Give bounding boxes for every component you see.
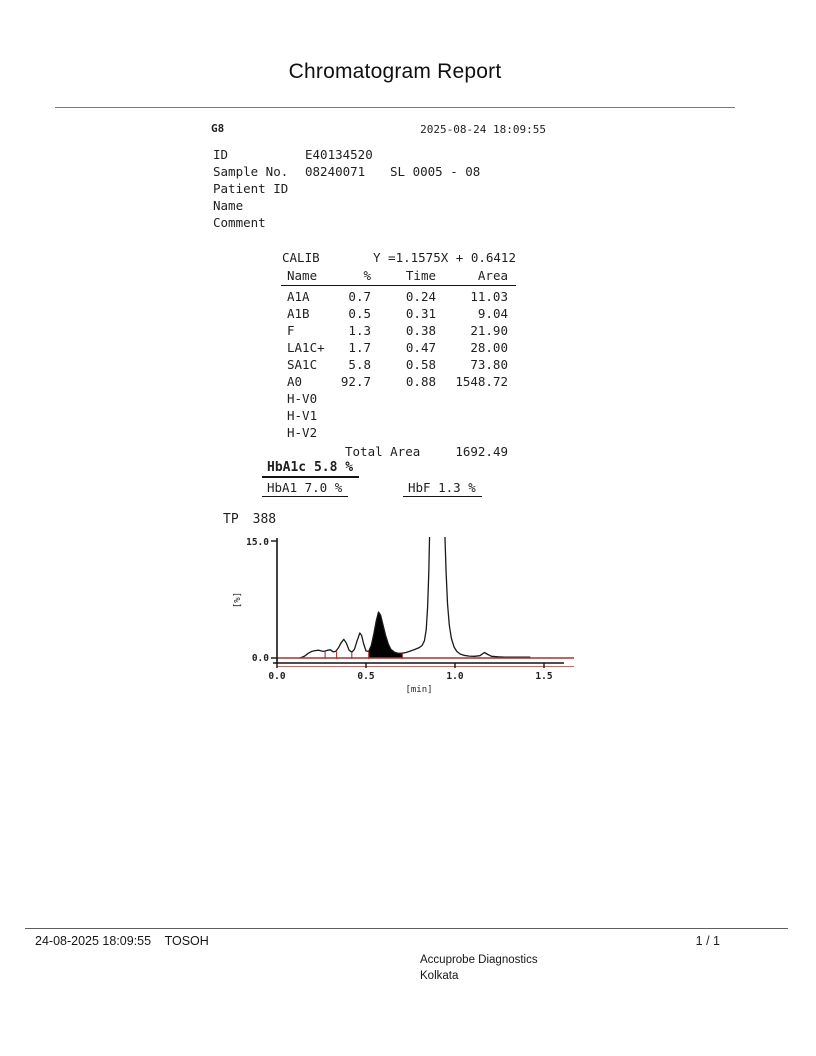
result-hba1: HbA1 7.0 % — [262, 480, 348, 497]
y-max-label: 15.0 — [246, 537, 269, 548]
x-tick-label: 1.0 — [446, 671, 464, 682]
table-row — [0, 408, 816, 425]
table-cell: 9.04 — [477, 306, 508, 321]
total-area-row — [0, 444, 816, 461]
field-label: Comment — [213, 215, 266, 230]
table-cell: H-V1 — [287, 408, 318, 423]
table-cell: 73.80 — [470, 357, 508, 372]
table-row — [0, 357, 816, 374]
table-cell: 0.38 — [405, 323, 436, 338]
x-tick-label: 0.5 — [357, 671, 375, 682]
col-header-pct: % — [363, 268, 371, 283]
page-number: 1 / 1 — [695, 934, 720, 948]
organization-city: Kolkata — [420, 970, 459, 982]
col-header-time: Time — [405, 268, 436, 283]
total-peaks-row — [223, 512, 276, 527]
table-cell: A1A — [287, 289, 310, 304]
table-cell: 0.7 — [348, 289, 371, 304]
field-extra: SL 0005 - 08 — [390, 164, 481, 179]
table-cell: 0.58 — [405, 357, 436, 372]
organization-block — [420, 952, 538, 984]
table-cell: 21.90 — [470, 323, 508, 338]
field-label: Patient ID — [213, 181, 289, 196]
table-cell: 1.7 — [348, 340, 371, 355]
table-cell: LA1C+ — [287, 340, 325, 355]
table-row — [0, 374, 816, 391]
field-row-sample-no — [0, 164, 816, 181]
total-area-label: Total Area — [345, 444, 421, 459]
result-hbf: HbF 1.3 % — [403, 480, 482, 497]
field-value: E40134520 — [305, 147, 373, 162]
field-value: 08240071 — [305, 164, 366, 179]
table-cell: 0.5 — [348, 306, 371, 321]
footer-print-info — [35, 934, 209, 948]
page-title: Chromatogram Report — [288, 60, 502, 83]
table-cell: 0.47 — [405, 340, 436, 355]
sample-info-block — [0, 147, 816, 237]
table-cell: 28.00 — [470, 340, 508, 355]
col-header-area: Area — [477, 268, 508, 283]
field-label: ID — [213, 147, 229, 162]
total-area-value: 1692.49 — [455, 444, 508, 459]
field-label: Sample No. — [213, 164, 289, 179]
x-tick-label: 0.0 — [268, 671, 286, 682]
table-row — [0, 306, 816, 323]
calib-label: CALIB — [282, 250, 320, 265]
table-cell: 1.3 — [348, 323, 371, 338]
device-model: G8 — [211, 122, 225, 135]
calib-table-header — [0, 268, 816, 285]
field-label: Name — [213, 198, 244, 213]
print-datetime: 24-08-2025 18:09:55 — [35, 934, 152, 948]
x-tick-label: 1.5 — [535, 671, 553, 682]
calib-table-body — [0, 289, 816, 444]
table-cell: 0.88 — [405, 374, 436, 389]
tp-label: TP — [223, 512, 239, 527]
col-header-name: Name — [287, 268, 318, 283]
table-cell: H-V0 — [287, 391, 318, 406]
field-row-name — [0, 198, 816, 215]
table-cell: 11.03 — [470, 289, 508, 304]
table-cell: 5.8 — [348, 357, 371, 372]
calib-equation: Y =1.1575X + 0.6412 — [373, 250, 516, 265]
field-row-patient-id — [0, 181, 816, 198]
table-header-rule — [281, 285, 516, 286]
organization-name: Accuprobe Diagnostics — [420, 954, 538, 966]
header-rule — [55, 107, 735, 108]
table-cell: A1B — [287, 306, 310, 321]
report-datetime: 2025-08-24 18:09:55 — [420, 123, 546, 136]
y-min-label: 0.0 — [251, 653, 269, 664]
table-row — [0, 289, 816, 306]
chromatogram-chart — [220, 528, 580, 700]
table-cell: 1548.72 — [455, 374, 508, 389]
table-cell: F — [287, 323, 295, 338]
table-cell: 92.7 — [340, 374, 371, 389]
table-row — [0, 425, 816, 442]
tp-value: 388 — [252, 512, 277, 527]
brand-name: TOSOH — [164, 934, 209, 948]
table-row — [0, 340, 816, 357]
result-hba1c: HbA1c 5.8 % — [262, 460, 359, 478]
x-axis-unit-label: [min] — [405, 685, 433, 695]
table-cell: H-V2 — [287, 425, 318, 440]
table-row — [0, 323, 816, 340]
chromatogram-curve — [300, 528, 530, 658]
y-axis-unit-label: [%] — [233, 591, 243, 609]
table-cell: SA1C — [287, 357, 318, 372]
table-row — [0, 391, 816, 408]
chromatogram-trace — [300, 528, 530, 659]
field-row-id — [0, 147, 816, 164]
field-row-comment — [0, 215, 816, 232]
table-cell: 0.31 — [405, 306, 436, 321]
footer-rule — [25, 928, 788, 929]
table-cell: 0.24 — [405, 289, 436, 304]
table-cell: A0 — [287, 374, 303, 389]
